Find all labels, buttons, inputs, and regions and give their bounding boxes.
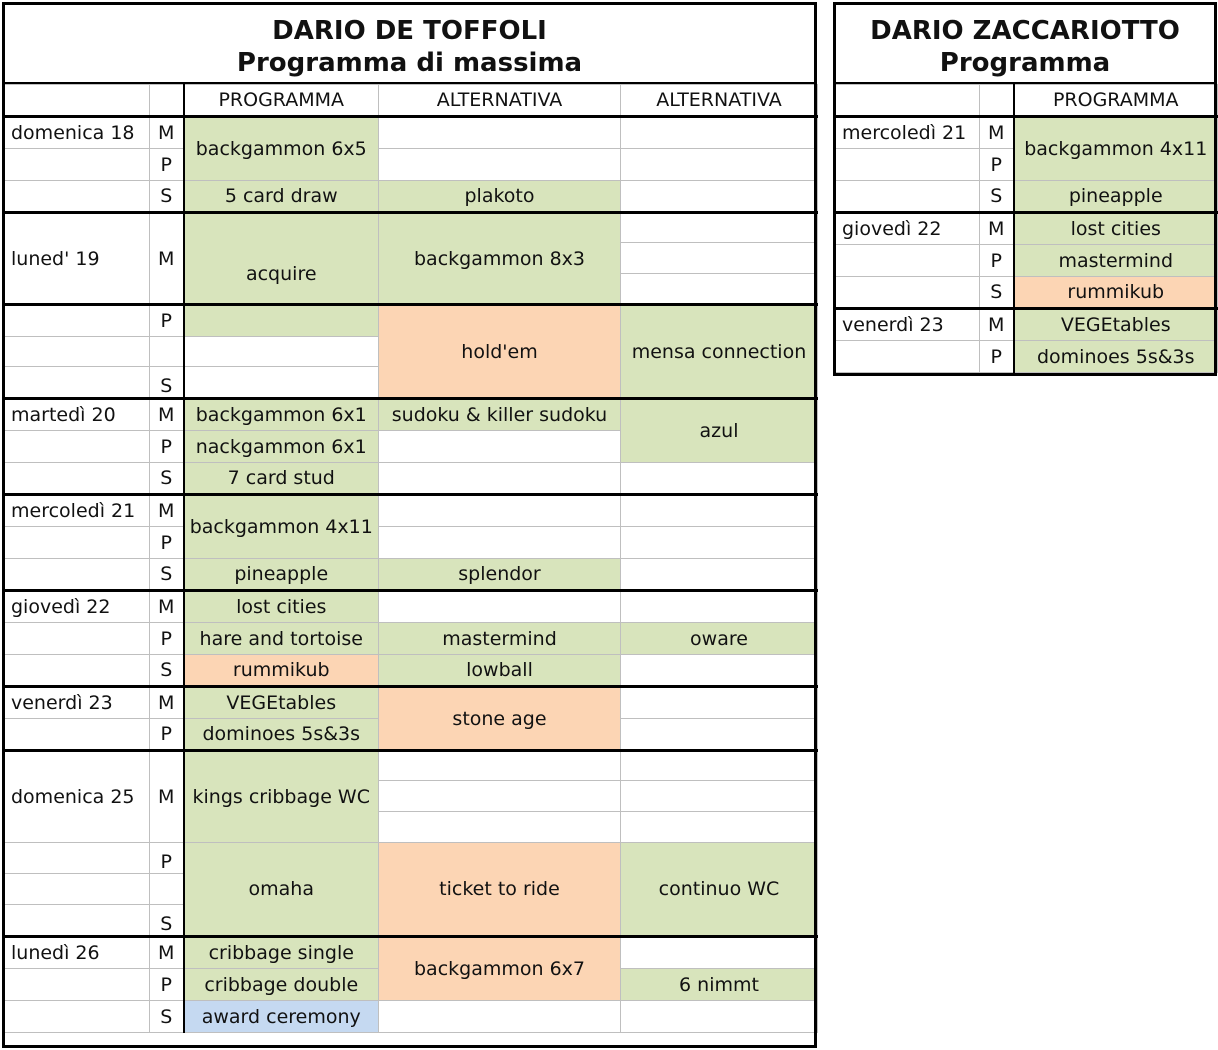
event-cell: hold'em [379,305,621,399]
header-programma: PROGRAMMA [1014,85,1218,117]
slot-label: M [150,213,184,305]
day-label: martedì 20 [3,399,150,431]
event-cell: dominoes 5s&3s [184,719,379,751]
slot-label: M [980,309,1014,341]
slot-label: S [980,277,1014,309]
slot-label: P [980,245,1014,277]
event-cell: oware [621,623,818,655]
slot-label: P [150,623,184,655]
slot-label: P [150,843,184,874]
slot-label: P [150,149,184,181]
event-cell: nackgammon 6x1 [184,431,379,463]
event-cell: lost cities [1014,213,1218,245]
day-label: venerdì 23 [834,309,980,341]
event-cell: award ceremony [184,1001,379,1033]
slot-label: P [150,305,184,337]
event-cell: splendor [379,559,621,591]
event-cell: VEGEtables [184,687,379,719]
slot-label: M [150,399,184,431]
event-cell: omaha [184,843,379,937]
slot-label: S [150,559,184,591]
day-label: giovedì 22 [3,591,150,623]
schedule-name: DARIO ZACCARIOTTO [870,16,1180,46]
schedule-grid [2,84,817,1048]
slot-label: S [150,463,184,495]
event-cell: backgammon 8x3 [379,213,621,305]
day-label: venerdì 23 [3,687,150,719]
slot-label: S [150,655,184,687]
schedule-subtitle: Programma di massima [236,48,583,78]
slot-label: P [980,341,1014,373]
slot-label: P [150,527,184,559]
event-cell: cribbage double [184,969,379,1001]
day-label: mercoledì 21 [3,495,150,527]
event-cell: hare and tortoise [184,623,379,655]
slot-label: P [150,719,184,751]
slot-label: P [150,969,184,1001]
event-cell: plakoto [379,181,621,213]
slot-label: S [150,367,184,399]
event-cell: backgammon 6x1 [184,399,379,431]
event-cell: acquire [184,213,379,305]
schedule-grid [833,84,1217,373]
event-cell: 7 card stud [184,463,379,495]
event-cell: mastermind [1014,245,1218,277]
header-alternativa-1: ALTERNATIVA [379,85,621,117]
schedule-title [2,2,817,84]
schedule-name: DARIO DE TOFFOLI [272,16,547,46]
schedule-zaccariotto [833,2,1217,376]
slot-label: S [150,1001,184,1033]
slot-label: M [150,687,184,719]
slot-label: S [980,181,1014,213]
event-cell: lowball [379,655,621,687]
event-cell: rummikub [1014,277,1218,309]
event-cell: rummikub [184,655,379,687]
slot-label: S [150,181,184,213]
day-label: lunedì 26 [3,937,150,969]
slot-label: M [150,495,184,527]
slot-label: M [150,751,184,843]
event-cell: cribbage single [184,937,379,969]
event-cell: kings cribbage WC [184,751,379,843]
event-cell: backgammon 4x11 [1014,117,1218,181]
slot-label: S [150,905,184,937]
event-cell: lost cities [184,591,379,623]
slot-label: M [150,117,184,149]
event-cell: backgammon 6x5 [184,117,379,181]
slot-label: M [150,591,184,623]
event-cell: pineapple [184,559,379,591]
event-cell: pineapple [1014,181,1218,213]
event-cell: dominoes 5s&3s [1014,341,1218,373]
day-label: mercoledì 21 [834,117,980,149]
header-programma: PROGRAMMA [184,85,379,117]
schedule-de-toffoli [2,2,817,1048]
schedule-title [833,2,1217,84]
day-label: domenica 18 [3,117,150,149]
event-cell: mastermind [379,623,621,655]
slot-label: P [980,149,1014,181]
slot-label: M [980,117,1014,149]
event-cell: VEGEtables [1014,309,1218,341]
slot-label: M [150,937,184,969]
day-label: luned' 19 [3,213,150,305]
slot-label: P [150,431,184,463]
event-cell: backgammon 4x11 [184,495,379,559]
event-cell: azul [621,399,818,463]
event-cell: sudoku & killer sudoku [379,399,621,431]
day-label: giovedì 22 [834,213,980,245]
event-cell: 5 card draw [184,181,379,213]
day-label: domenica 25 [3,751,150,843]
event-cell: stone age [379,687,621,751]
header-alternativa-2: ALTERNATIVA [621,85,818,117]
event-cell: 6 nimmt [621,969,818,1001]
schedule-subtitle: Programma [939,48,1111,78]
slot-label: M [980,213,1014,245]
event-cell: mensa connection [621,305,818,399]
event-cell: ticket to ride [379,843,621,937]
event-cell: continuo WC [621,843,818,937]
event-cell: backgammon 6x7 [379,937,621,1001]
